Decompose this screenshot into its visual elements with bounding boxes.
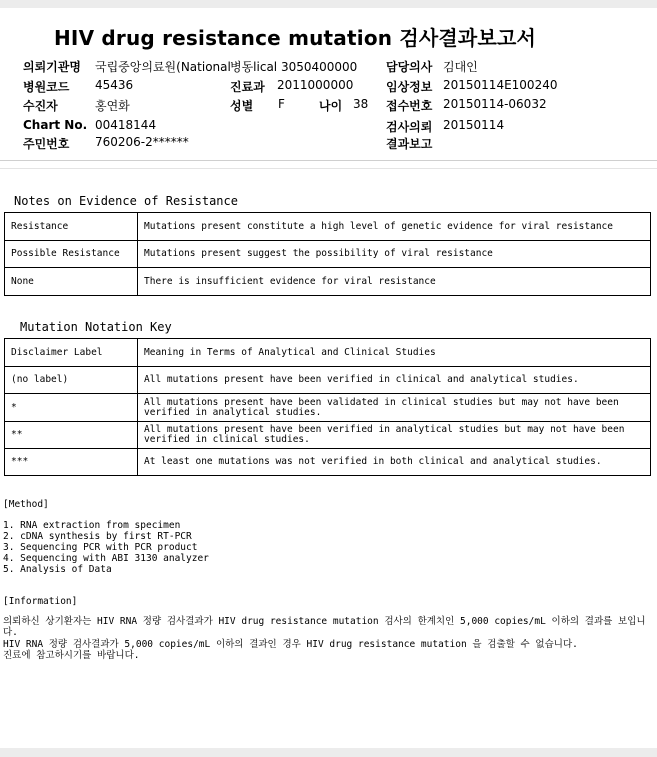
notation-text-one-star: All mutations present have been validated in clinical studies but may not have been verified in analytical studies. — [138, 394, 651, 422]
bottom-margin-bar — [0, 748, 657, 757]
information-title: [Information] — [3, 596, 78, 607]
patient-value: 홍연화 — [95, 99, 130, 113]
doctor-label: 담당의사 — [386, 60, 433, 74]
table-row — [5, 213, 651, 241]
table-row — [5, 241, 651, 268]
evidence-label-none: None — [5, 268, 138, 296]
resident-id-value: 760206-2****** — [95, 135, 189, 149]
method-title: [Method] — [3, 499, 49, 510]
evidence-text-resistance: Mutations present constitute a high level of genetic evidence for viral resistance — [138, 213, 651, 241]
receipt-no-label: 접수번호 — [386, 99, 433, 113]
evidence-label-resistance: Resistance — [5, 213, 138, 241]
method-step: 3. Sequencing PCR with PCR product — [3, 542, 198, 553]
chart-no-label: Chart No. — [23, 118, 88, 132]
evidence-section-title: Notes on Evidence of Resistance — [14, 194, 238, 208]
header-divider-bottom — [0, 168, 657, 169]
information-paragraph: 의뢰하신 상기환자는 HIV RNA 정량 검사결과가 HIV drug resistance mutation 검사의 한계치인 5,000 copies/mL 이하의 결과를 보입니다. — [3, 616, 646, 638]
report-date-label: 결과보고 — [386, 137, 433, 151]
request-date-label: 검사의뢰 — [386, 120, 433, 134]
institution-value: 국립중앙의료원(National — [95, 60, 231, 74]
request-date-value: 20150114 — [443, 118, 505, 132]
method-step: 1. RNA extraction from specimen — [3, 520, 181, 531]
method-step: 2. cDNA synthesis by first RT-PCR — [3, 531, 192, 542]
table-row — [5, 367, 651, 394]
table-row — [5, 268, 651, 296]
doctor-value: 김대인 — [443, 60, 478, 74]
ward-value: 병동lical 3050400000 — [230, 60, 358, 74]
header-divider-top — [0, 160, 657, 161]
resident-id-label: 주민번호 — [23, 137, 70, 151]
receipt-no-value: 20150114-06032 — [443, 97, 547, 111]
table-header-row — [5, 339, 651, 367]
report-title: HIV drug resistance mutation 검사결과보고서 — [53, 26, 537, 50]
notation-header-label: Disclaimer Label — [5, 339, 138, 367]
hospital-code-label: 병원코드 — [23, 80, 70, 94]
department-label: 진료과 — [230, 80, 265, 94]
notation-label-one-star: * — [5, 394, 138, 422]
institution-label: 의뢰기관명 — [23, 60, 81, 74]
patient-label: 수진자 — [23, 99, 58, 113]
method-step: 4. Sequencing with ABI 3130 analyzer — [3, 553, 209, 564]
information-paragraph: 진료에 참고하시기를 바랍니다. — [3, 650, 140, 661]
chart-no-value: 00418144 — [95, 118, 157, 132]
hospital-code-value: 45436 — [95, 78, 134, 92]
table-row — [5, 394, 651, 422]
evidence-label-possible: Possible Resistance — [5, 241, 138, 268]
age-value: 38 — [353, 97, 369, 111]
notation-section-title: Mutation Notation Key — [20, 320, 172, 334]
top-margin-bar — [0, 0, 657, 8]
sex-value: F — [278, 97, 285, 111]
evidence-text-none: There is insufficient evidence for viral resistance — [138, 268, 651, 296]
notation-label-three-star: *** — [5, 449, 138, 476]
clinical-info-value: 20150114E100240 — [443, 78, 558, 92]
evidence-table — [4, 212, 651, 296]
notation-text-three-star: At least one mutations was not verified in both clinical and analytical studies. — [138, 449, 651, 476]
notation-text-none: All mutations present have been verified in clinical and analytical studies. — [138, 367, 651, 394]
department-value: 2011000000 — [277, 78, 354, 92]
table-row — [5, 422, 651, 449]
age-label: 나이 — [319, 99, 343, 113]
table-row — [5, 449, 651, 476]
information-paragraph: HIV RNA 정량 검사결과가 5,000 copies/mL 이하의 결과인 경우 HIV drug resistance mutation 을 검출할 수 없습니다. — [3, 639, 578, 650]
clinical-info-label: 임상정보 — [386, 80, 433, 94]
sex-label: 성별 — [230, 99, 254, 113]
notation-label-two-star: ** — [5, 422, 138, 449]
notation-text-two-star: All mutations present have been verified in analytical studies but may not have been verified in clinical studies. — [138, 422, 651, 449]
evidence-text-possible: Mutations present suggest the possibility of viral resistance — [138, 241, 651, 268]
notation-label-none: (no label) — [5, 367, 138, 394]
notation-table — [4, 338, 651, 476]
notation-header-text: Meaning in Terms of Analytical and Clinical Studies — [138, 339, 651, 367]
method-step: 5. Analysis of Data — [3, 564, 112, 575]
